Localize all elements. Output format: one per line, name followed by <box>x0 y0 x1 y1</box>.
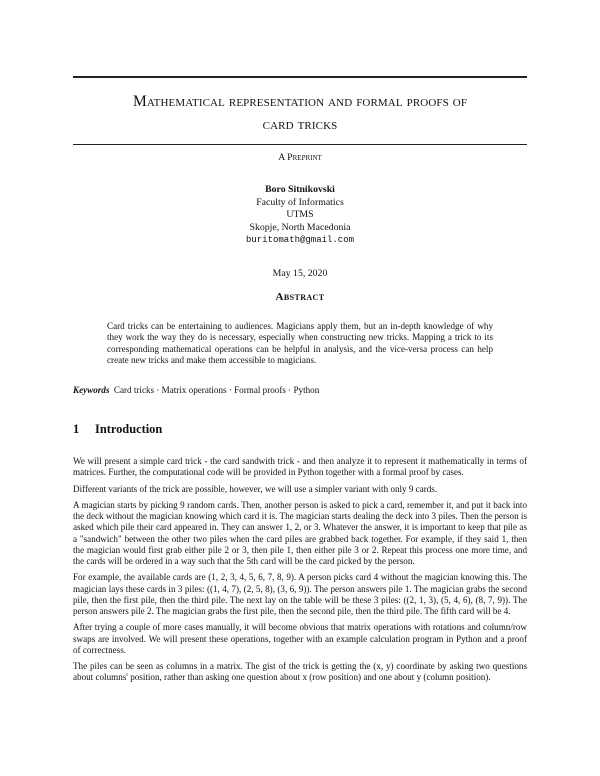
title-bottom-rule <box>73 144 527 145</box>
abstract-text: Card tricks can be entertaining to audiences. Magicians apply them, but an in-depth knowledge of why they work the way they do is necessary, especially when constructing new tricks. Mapping a trick to its corresponding mathematical operations can be helpful in analysis, and the vice-versa process can help create new tricks and make them accessible to magicians. <box>107 321 493 366</box>
paragraph: For example, the available cards are (1, 2, 3, 4, 5, 6, 7, 8, 9). A person picks card 4 without the magician knowing this. The magician lays these cards in 3 piles: ((1, 4, 7), (2, 5, 8), (3, 6, 9)). The person answers pile 1. The magician grabs the second pile, then the first pile, then the third pile. The next lay on the table will be these 3 piles: ((2, 1, 3), (5, 4, 6), (8, 7, 9)). The person answers pile 2. The magician grabs the first pile, then the second pile, then the third pile. The fifth card will be 4. <box>73 572 527 616</box>
title-line-1: Mathematical representation and formal proofs of <box>132 93 468 110</box>
author-block <box>73 184 527 247</box>
paragraph: After trying a couple of more cases manually, it will become obvious that matrix operations with rotations and column/row swaps are involved. We will present these operations, together with an example calculation program in Python and a proof of correctness. <box>73 622 527 655</box>
section-heading <box>73 422 162 437</box>
author-email[interactable]: buritomath@gmail.com <box>245 235 355 245</box>
section-number: 1 <box>73 422 80 436</box>
keywords-line <box>73 385 527 395</box>
author-location: Skopje, North Macedonia <box>249 221 351 233</box>
author-name: Boro Sitnikovski <box>265 184 335 195</box>
preprint-label: A Preprint <box>278 152 322 163</box>
paper-date: May 15, 2020 <box>272 268 328 279</box>
author-affiliation: Faculty of Informatics <box>256 196 344 208</box>
keywords-label: Keywords <box>73 385 110 395</box>
paragraph: The piles can be seen as columns in a matrix. The gist of the trick is getting the (x, y) coordinate by asking two questions about columns' position, rather than asking one question about x (row position) and one about y (column position). <box>73 661 527 683</box>
paragraph: Different variants of the trick are possible, however, we will use a simpler variant with only 9 cards. <box>73 483 438 494</box>
author-institution: UTMS <box>286 209 314 220</box>
title-line-2: card tricks <box>262 116 338 133</box>
paragraph: We will present a simple card trick - the card sandwith trick - and then analyze it to represent it mathematically in terms of matrices. Further, the computational code will be provided in Python together with a formal proof by cases. <box>73 456 527 478</box>
section-title: Introduction <box>95 422 163 436</box>
paper-title <box>73 90 527 136</box>
section-body <box>73 456 527 689</box>
paragraph: A magician starts by picking 9 random cards. Then, another person is asked to pick a card, remember it, and put it back into the deck without the magician knowing which card it is. The magician starts dealing the deck into 3 piles. Then the person is asked which pile their card appeared in. They can answer 1, 2, or 3. Whatever the answer, it is important to keep that pile as a "sandwich" between the other two piles when the card piles are grabbed back together. For example, if they said 1, then the magician would first grab either pile 2 or 3, then pile 1, then either pile 3 or 2. Repeat this process one more time, and the cards will be ordered in a way such that the 5th card will be the card picked by the person. <box>73 499 527 566</box>
abstract-heading: Abstract <box>275 291 325 303</box>
title-top-rule <box>73 76 527 78</box>
keywords-list: Card tricks · Matrix operations · Formal proofs · Python <box>113 385 320 395</box>
